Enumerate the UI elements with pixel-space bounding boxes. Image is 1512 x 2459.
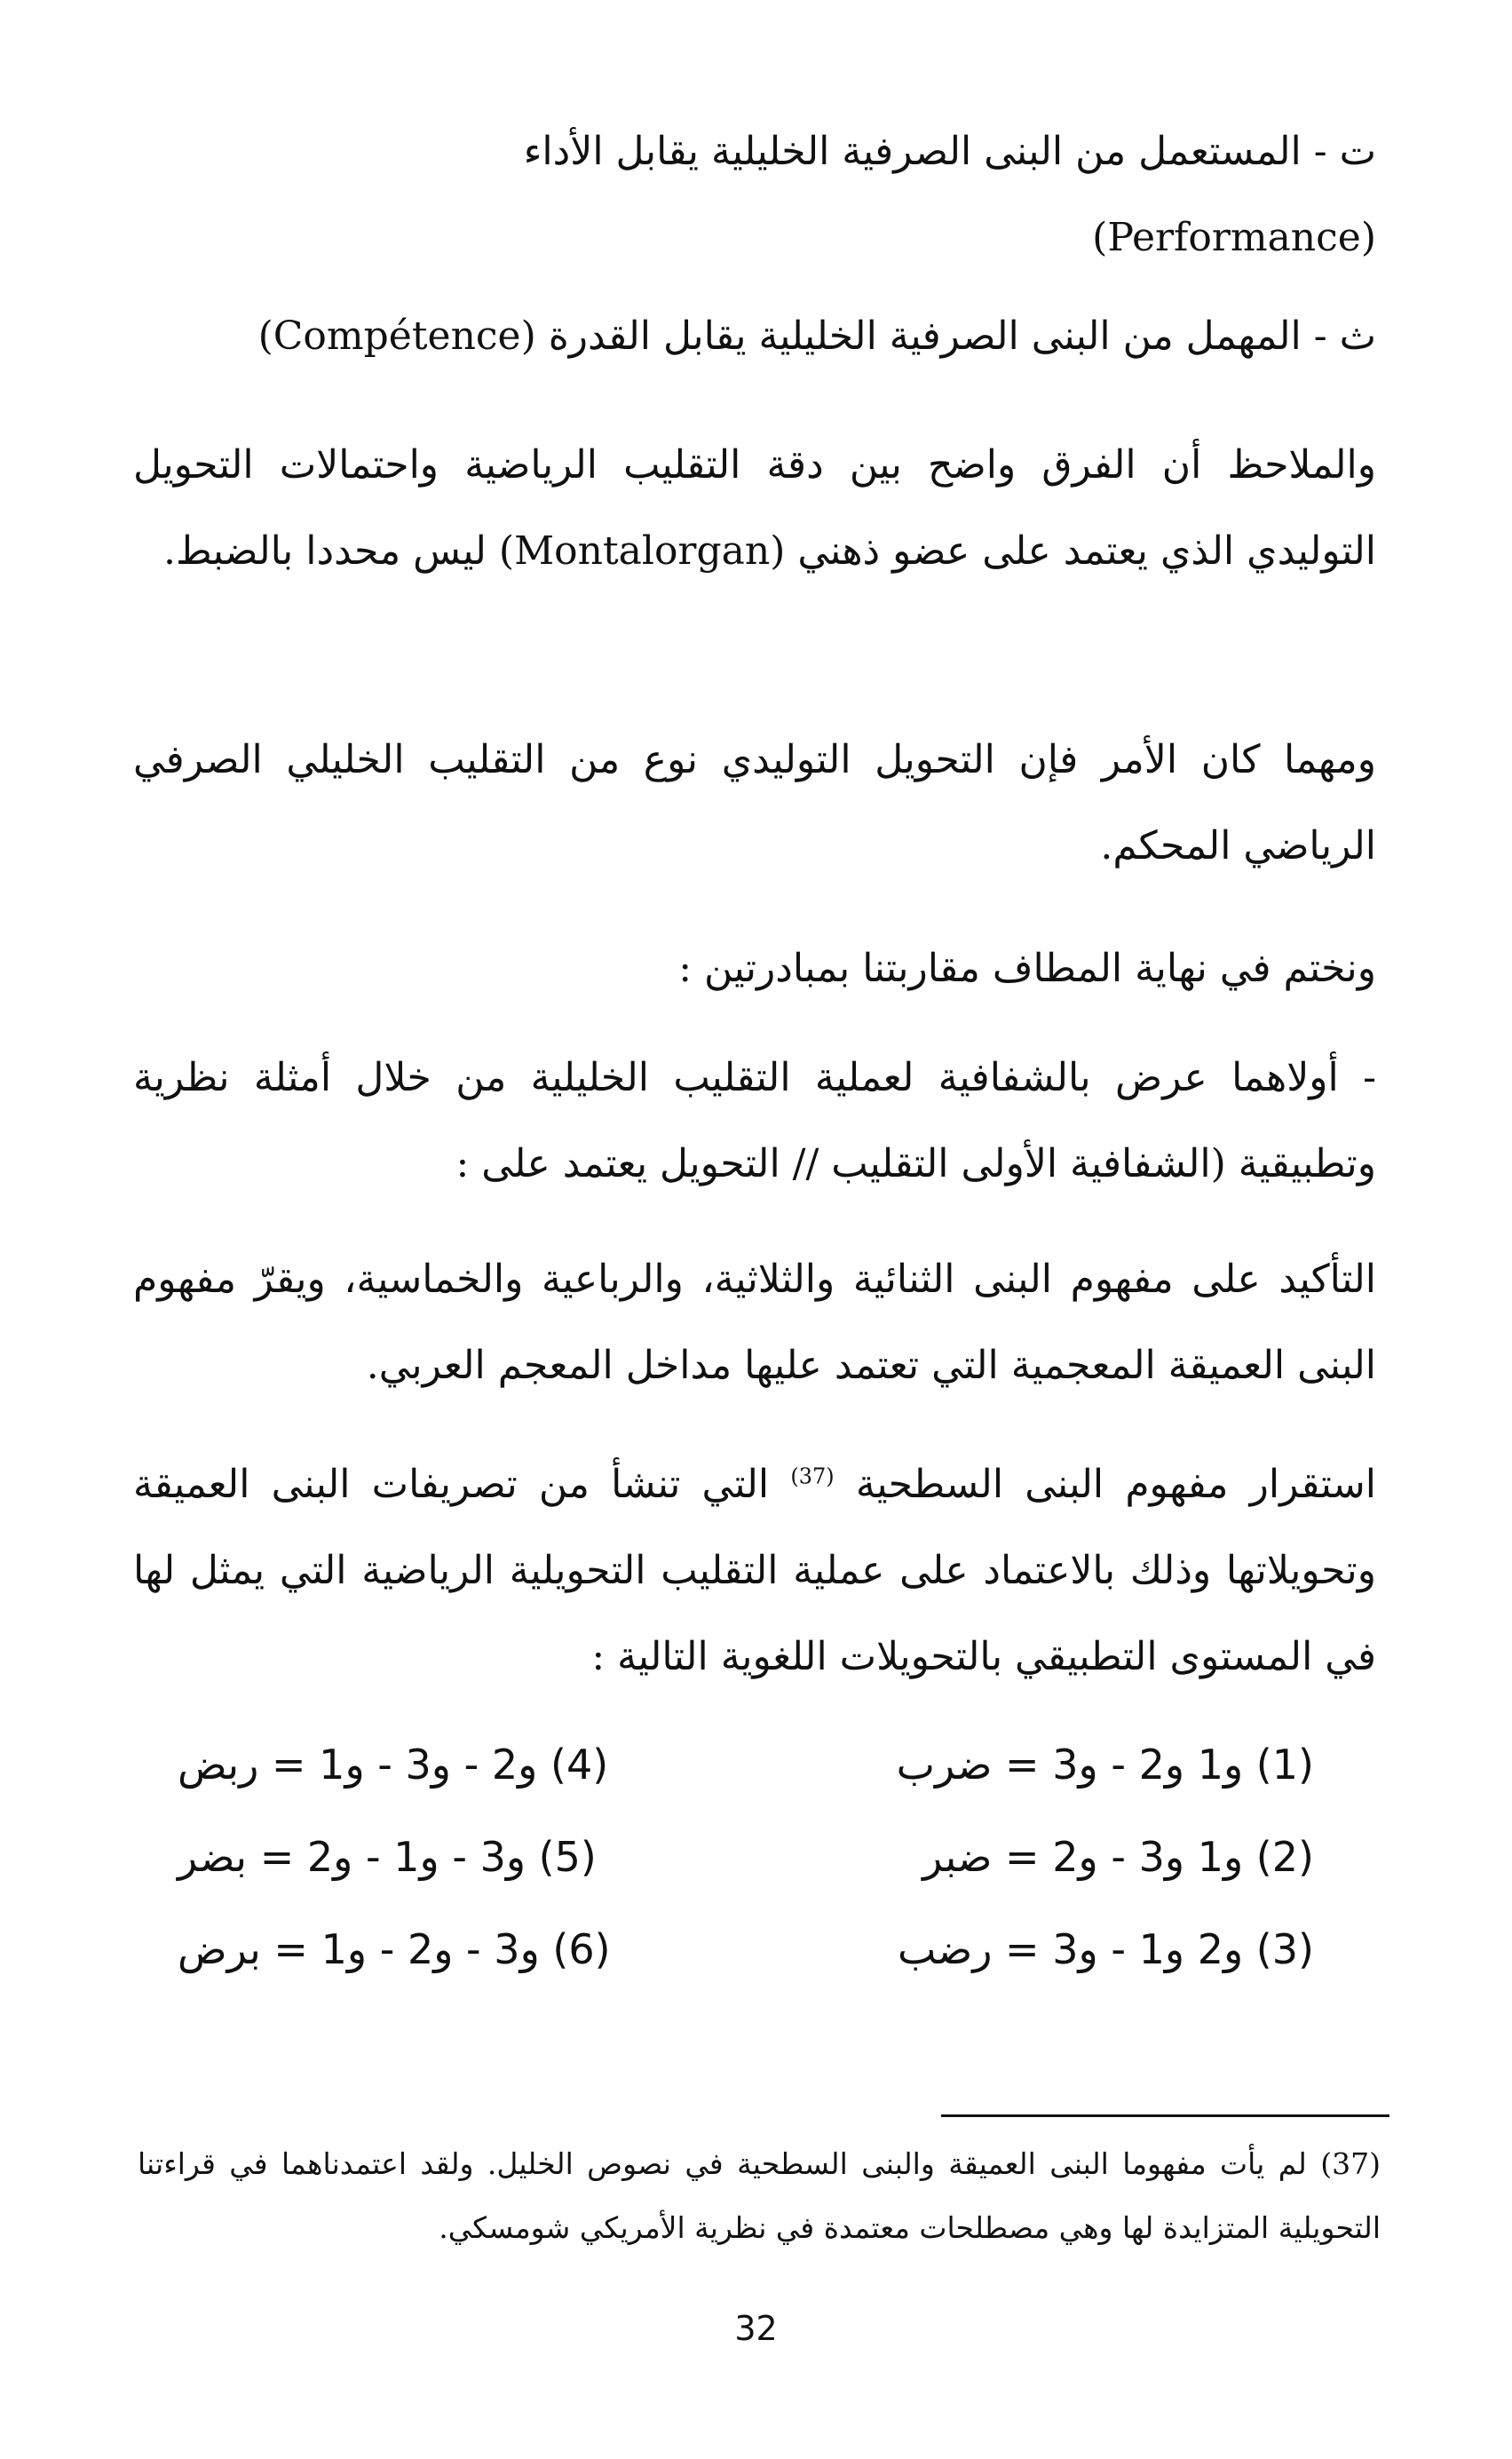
equation-row: [178, 1718, 1314, 1811]
footnote-reference: (37): [790, 1464, 835, 1489]
paragraph-surface-structures: [133, 1441, 1376, 1700]
performance-term: (Performance): [1092, 215, 1376, 260]
paragraph-used-structures-text: ت - المستعمل من البنى الصرفية الخليلية يقابل الأداء: [523, 129, 1376, 174]
footnote-divider: [941, 2114, 1389, 2117]
equation-right: (2) و1 و3 - و2 = ضبر: [922, 1833, 1314, 1881]
footnote: (37) لم يأت مفهوما البنى العميقة والبنى السطحية في نصوص الخليل. ولقد اعتمدناهما في قراءتنا التحويلية المتزايدة لها وهي مصطلحات معتمدة في نظرية الأمريكي شومسكي.: [138, 2146, 1381, 2245]
paragraph-surface-structures-rest: التي تنشأ من تصريفات البنى العميقة وتحويلاتها وذلك بالاعتماد على عملية التقليب التحويلية الرياضية التي يمثل لها في المستوى التطبيقي بالتحويلات اللغوية التالية :: [133, 1462, 1376, 1679]
equation-left: (4) و2 - و3 - و1 = ربض: [178, 1741, 609, 1789]
equation-right: (3) و2 و1 - و3 = رضب: [897, 1925, 1314, 1973]
page-number: 32: [734, 2309, 778, 2348]
paragraph-used-structures: [133, 108, 1376, 281]
permutation-equations: [178, 1718, 1314, 1995]
paragraph-surface-structures-start: استقرار مفهوم البنى السطحية: [855, 1462, 1376, 1507]
equation-row: [178, 1903, 1314, 1995]
equation-row: [178, 1811, 1314, 1903]
paragraph-observation: والملاحظ أن الفرق واضح بين دقة التقليب الرياضية واحتمالات التحويل التوليدي الذي يعتمد على عضو ذهني (Montalorgan) ليس محددا بالضبط.: [133, 442, 1376, 574]
paragraph-conclusion: ومهما كان الأمر فإن التحويل التوليدي نوع من التقليب الخليلي الصرفي الرياضي المحكم.: [133, 737, 1376, 869]
paragraph-first-initiative: - أولاهما عرض بالشفافية لعملية التقليب الخليلية من خلال أمثلة نظرية وتطبيقية (الشفافية الأولى التقليب // التحويل يعتمد على :: [133, 1055, 1376, 1186]
paragraph-emphasis: التأكيد على مفهوم البنى الثنائية والثلاثية، والرباعية والخماسية، ويقرّ مفهوم البنى العميقة المعجمية التي تعتمد عليها مداخل المعجم العربي.: [133, 1257, 1376, 1388]
equation-left: (5) و3 - و1 - و2 = بضر: [178, 1833, 597, 1881]
equation-right: (1) و1 و2 - و3 = ضرب: [896, 1741, 1314, 1789]
equation-left: (6) و3 - و2 - و1 = برض: [178, 1925, 611, 1973]
paragraph-closing-intro: ونختم في نهاية المطاف مقاربتنا بمبادرتين :: [678, 946, 1376, 991]
paragraph-neglected-structures: ث - المهمل من البنى الصرفية الخليلية يقابل القدرة (Compétence): [257, 313, 1376, 359]
